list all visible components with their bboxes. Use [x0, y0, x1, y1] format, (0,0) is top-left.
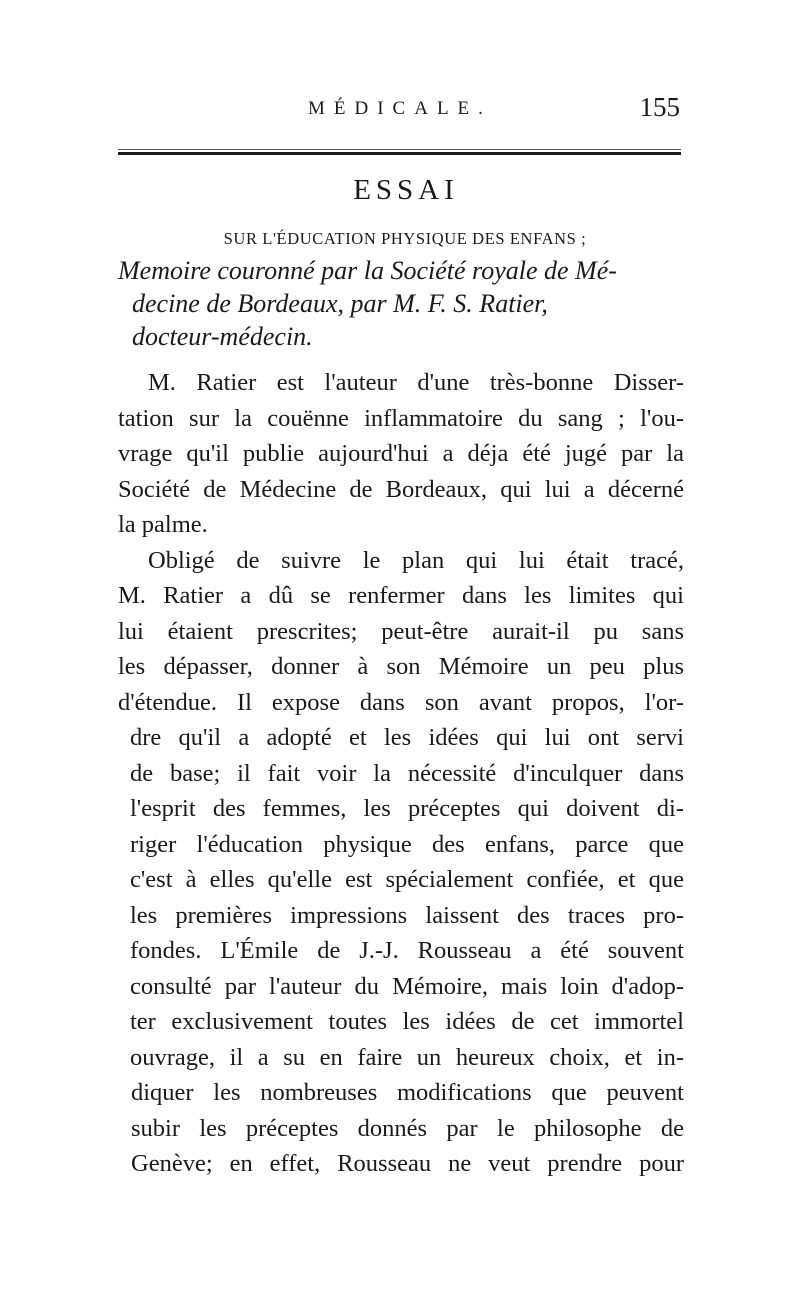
article-byline — [118, 254, 684, 353]
byline-line: Memoire couronné par la Société royale de Mé- — [118, 256, 617, 285]
byline-line: docteur-médecin. — [132, 322, 313, 351]
header-rule-thin — [118, 149, 681, 150]
body-line: Société de Médecine de Bordeaux, qui lui a décerné — [118, 475, 684, 503]
body-line: riger l'éducation physique des enfans, parce que — [130, 830, 684, 858]
body-line: de base; il fait voir la nécessité d'inculquer dans — [130, 759, 684, 787]
body-line: ter exclusivement toutes les idées de cet immortel — [130, 1008, 684, 1035]
body-line: lui étaient prescrites; peut-être aurait-il pu sans — [118, 617, 684, 645]
body-line: M. Ratier a dû se renfermer dans les limites qui — [118, 582, 684, 609]
article-subtitle: SUR L'ÉDUCATION PHYSIQUE DES ENFANS ; — [223, 229, 587, 248]
body-line: diquer les nombreuses modifications que peuvent — [131, 1079, 684, 1106]
body-line: M. Ratier est l'auteur d'une très-bonne Disser- — [148, 369, 684, 396]
body-line: consulté par l'auteur du Mémoire, mais loin d'adop- — [130, 972, 684, 1000]
body-line: c'est à elles qu'elle est spécialement confiée, et que — [130, 866, 684, 893]
body-line: les dépasser, donner à son Mémoire un peu plus — [118, 653, 684, 680]
body-line: d'étendue. Il expose dans son avant propos, l'or- — [118, 688, 684, 716]
body-line: fondes. L'Émile de J.-J. Rousseau a été souvent — [130, 937, 684, 964]
article-heading: ESSAI — [353, 174, 459, 206]
body-line: tation sur la couënne inflammatoire du sang ; l'ou- — [118, 404, 684, 432]
body-line: dre qu'il a adopté et les idées qui lui ont servi — [130, 724, 684, 751]
body-line: l'esprit des femmes, les préceptes qui doivent di- — [130, 795, 684, 822]
header-rule — [118, 152, 681, 155]
body-line: Genève; en effet, Rousseau ne veut prendre pour — [131, 1150, 684, 1177]
byline-line: decine de Bordeaux, par M. F. S. Ratier, — [132, 289, 548, 318]
running-title: MÉDICALE. — [308, 98, 492, 119]
body-line: ouvrage, il a su en faire un heureux choix, et in- — [130, 1043, 684, 1071]
body-line: Obligé de suivre le plan qui lui était tracé, — [148, 546, 684, 574]
running-head — [118, 92, 680, 126]
body-line: la palme. — [118, 511, 208, 538]
body-line: vrage qu'il publie aujourd'hui a déja été jugé par la — [118, 440, 684, 467]
page-number: 155 — [639, 92, 680, 122]
body-line: les premières impressions laissent des traces pro- — [130, 901, 684, 929]
body-line: subir les préceptes donnés par le philosophe de — [131, 1114, 684, 1142]
article-body — [118, 365, 684, 1182]
